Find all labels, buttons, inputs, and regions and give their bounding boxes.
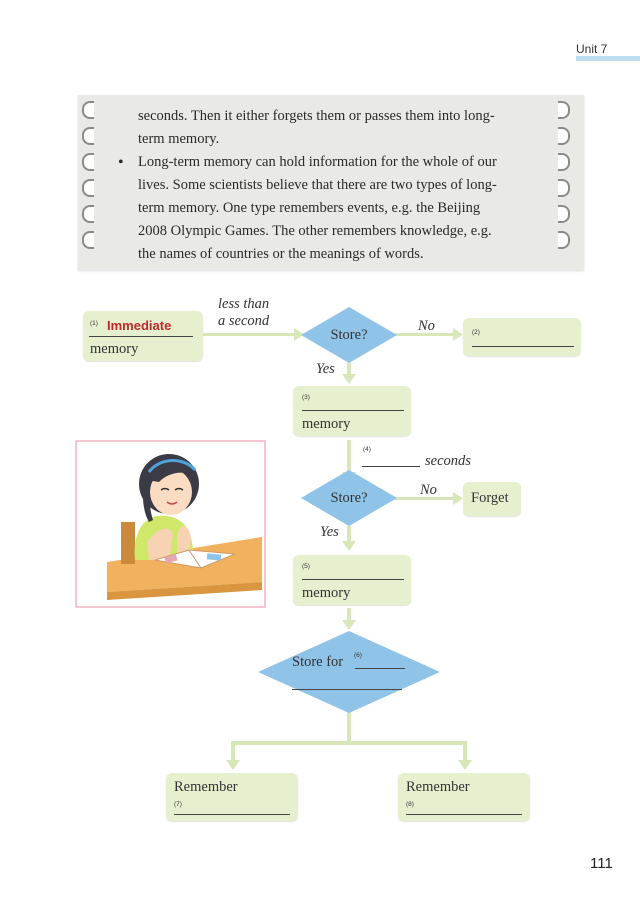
diamond-label: Store for — [292, 654, 344, 670]
note-line: term memory. One type remembers events, e.g. the Beijing — [138, 200, 481, 216]
no-label: No — [418, 318, 435, 334]
blank-number: (2) — [472, 329, 480, 336]
arrow-label: less than — [218, 296, 270, 312]
note-line: seconds. Then it either forgets them or passes them into long- — [138, 108, 495, 124]
blank-number: (7) — [174, 801, 182, 808]
box-label: memory — [302, 585, 351, 601]
bullet-dot-icon: • — [118, 154, 124, 171]
arrow-diamond3-split — [226, 712, 472, 770]
box-label: Forget — [471, 490, 509, 506]
answer-blank-line — [302, 410, 404, 411]
answer-blank-line — [362, 466, 420, 467]
note-line: the names of countries or the meanings of words. — [138, 246, 424, 262]
answer-blank-line — [406, 814, 522, 815]
yes-label: Yes — [320, 524, 339, 540]
box-remember-8 — [398, 773, 530, 821]
no-label: No — [420, 482, 437, 498]
answer-blank-line — [472, 346, 574, 347]
box-remember-7 — [166, 773, 298, 821]
filled-answer: Immediate — [107, 318, 172, 333]
blank-number: (8) — [406, 801, 414, 808]
answer-blank-line — [302, 579, 404, 580]
box-2 — [463, 318, 581, 356]
box-5 — [293, 555, 411, 605]
box-label: Remember — [174, 779, 238, 795]
blank-number: (4) — [363, 446, 371, 453]
arrow-diamond2-to-box5 — [342, 526, 356, 551]
yes-label: Yes — [316, 361, 335, 377]
box-label: Remember — [406, 779, 470, 795]
arrow-label: a second — [218, 313, 270, 329]
arrow-diamond1-to-box3 — [342, 363, 356, 384]
answer-blank-line — [355, 668, 405, 669]
box-label: memory — [90, 341, 139, 357]
unit-label: Unit 7 — [576, 42, 608, 56]
note-line: lives. Some scientists believe that there are two types of long- — [138, 177, 497, 193]
page-number: 111 — [590, 855, 613, 872]
bullet-item: • Long-term memory can hold information for the whole of our — [138, 151, 548, 174]
box-label: memory — [302, 416, 351, 432]
arrow-box5-to-diamond3 — [342, 608, 356, 630]
answer-blank-line — [292, 689, 402, 690]
box-3 — [293, 386, 411, 436]
girl-reading-illustration — [75, 440, 266, 608]
answer-blank-line — [174, 814, 290, 815]
box-immediate-memory — [83, 311, 203, 361]
note-line: term memory. — [138, 131, 220, 147]
diamond-label: Store? — [330, 327, 368, 343]
note-line: 2008 Olympic Games. The other remembers knowledge, e.g. — [138, 223, 492, 239]
box-forget — [463, 482, 521, 516]
blank-number: (1) — [90, 320, 98, 327]
blank-number: (6) — [354, 652, 362, 659]
answer-blank-line — [89, 336, 193, 337]
diamond-label: Store? — [330, 490, 368, 506]
decision-diamond-3 — [258, 631, 440, 713]
blank-number: (3) — [302, 394, 310, 401]
blank-number: (5) — [302, 563, 310, 570]
arrow-label: seconds — [425, 453, 471, 469]
girl-reading-icon — [77, 442, 264, 606]
